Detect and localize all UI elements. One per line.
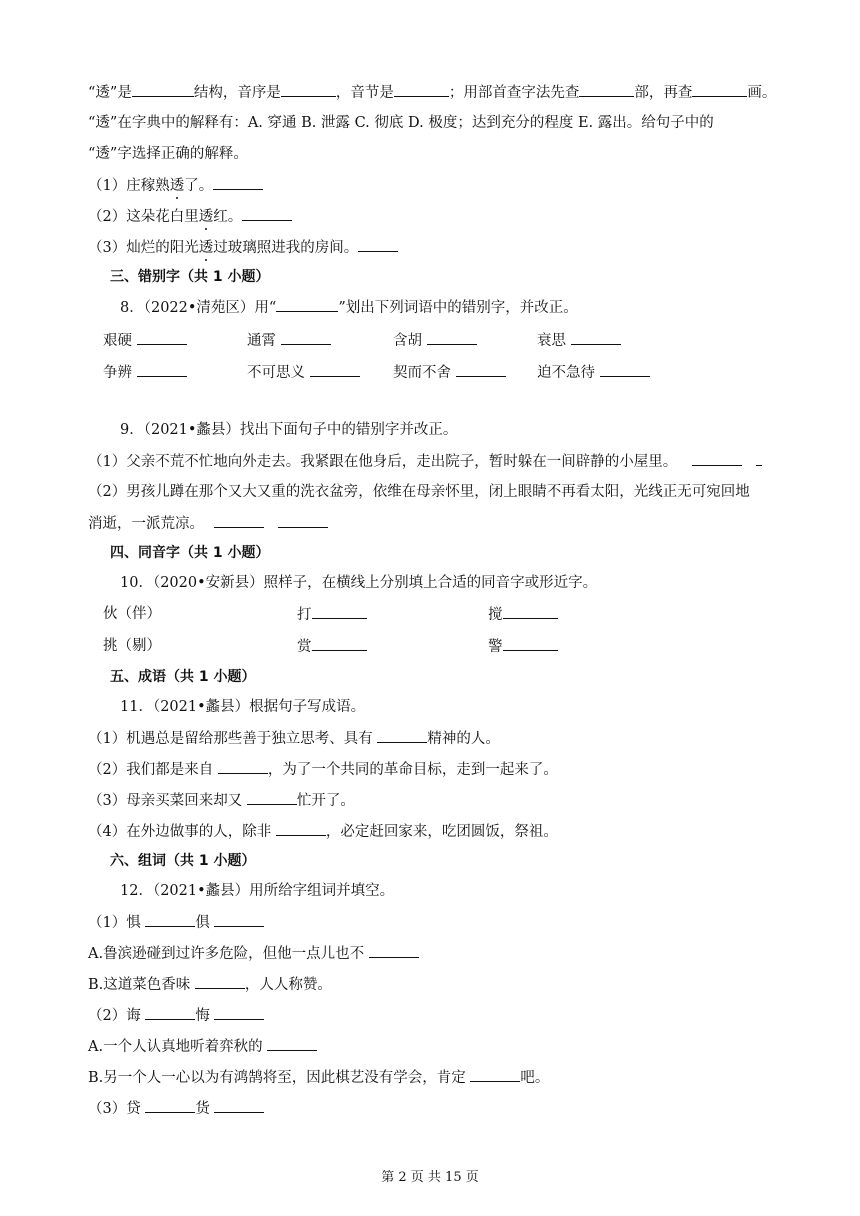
section-title: 五、成语（共 1 小题） bbox=[110, 669, 256, 685]
answer-blank[interactable] bbox=[213, 175, 263, 190]
sentence: 消逝，一派荒凉。 bbox=[88, 513, 328, 534]
answer-blank[interactable] bbox=[145, 1098, 195, 1113]
section-title: 六、组词（共 1 小题） bbox=[110, 853, 256, 869]
answer-blank[interactable] bbox=[600, 362, 650, 377]
word-item: 打 bbox=[297, 604, 367, 625]
line-structure: “透”是 结构，音序是 ，音节是 ；用部首查字法先查 部，再查 画。 bbox=[88, 82, 776, 103]
word-item: 通霄 bbox=[247, 330, 331, 351]
answer-blank[interactable] bbox=[281, 330, 331, 345]
answer-blank[interactable] bbox=[377, 728, 427, 743]
question-8-title: 8．（2022•清苑区）用“ ”划出下列词语中的错别字，并改正。 bbox=[120, 297, 578, 318]
section-title: 三、错别字（共 1 小题） bbox=[110, 269, 270, 285]
answer-blank[interactable] bbox=[503, 604, 558, 619]
question-10-title: 10．（2020•安新县）照样子，在横线上分别填上合适的同音字或形近字。 bbox=[120, 575, 598, 591]
answer-blank[interactable] bbox=[756, 451, 762, 466]
word-item: 搅 bbox=[488, 604, 558, 625]
answer-blank[interactable] bbox=[369, 943, 419, 958]
sentence: （4）在外边做事的人，除非 ，必定赶回家来，吃团圆饭，祭祖。 bbox=[88, 821, 558, 842]
answer-blank[interactable] bbox=[278, 513, 328, 528]
answer-blank[interactable] bbox=[470, 1067, 520, 1082]
answer-blank[interactable] bbox=[281, 82, 336, 97]
answer-blank[interactable] bbox=[358, 237, 398, 252]
word-item: 争辨 bbox=[103, 362, 187, 383]
answer-blank[interactable] bbox=[247, 790, 297, 805]
word-pair: （3）贷 货 bbox=[88, 1098, 264, 1119]
answer-blank[interactable] bbox=[132, 82, 194, 97]
example-word: 挑（剔） bbox=[103, 638, 161, 654]
sentence: （1）机遇总是留给那些善于独立思考、具有 精神的人。 bbox=[88, 728, 500, 749]
answer-blank[interactable] bbox=[218, 759, 268, 774]
answer-blank[interactable] bbox=[267, 1036, 317, 1051]
answer-blank[interactable] bbox=[312, 636, 367, 651]
word-item: 契而不舍 bbox=[393, 362, 506, 383]
question-11-title: 11．（2021•蠡县）根据句子写成语。 bbox=[120, 699, 366, 715]
word-item: 衰思 bbox=[537, 330, 621, 351]
answer-blank[interactable] bbox=[312, 604, 367, 619]
section-title: 四、同音字（共 1 小题） bbox=[110, 545, 270, 561]
sentence: A.一个人认真地听着弈秋的 bbox=[88, 1036, 317, 1057]
answer-blank[interactable] bbox=[571, 330, 621, 345]
answer-blank[interactable] bbox=[137, 362, 187, 377]
sub-question-3: （3）灿烂的阳光透过玻璃照进我的房间。 bbox=[88, 237, 398, 258]
word-pair: （1）惧 俱 bbox=[88, 912, 264, 933]
answer-blank[interactable] bbox=[276, 821, 326, 836]
page-number: 第 2 页 共 15 页 bbox=[381, 1170, 479, 1185]
sentence: （1）父亲不荒不忙地向外走去。我紧跟在他身后，走出院子，暂时躲在一间辟静的小屋里。 bbox=[88, 451, 762, 472]
answer-blank[interactable] bbox=[394, 82, 449, 97]
answer-blank[interactable] bbox=[242, 206, 292, 221]
question-9-title: 9．（2021•蠡县）找出下面句子中的错别字并改正。 bbox=[120, 422, 458, 438]
word-item: 不可思义 bbox=[247, 362, 360, 383]
answer-blank[interactable] bbox=[276, 297, 338, 312]
sentence: A.鲁滨逊碰到过许多危险，但他一点儿也不 bbox=[88, 943, 419, 964]
word-pair: （2）诲 悔 bbox=[88, 1005, 264, 1026]
sentence: （2）男孩儿蹲在那个又大又重的洗衣盆旁，依维在母亲怀里，闭上眼睛不再看太阳，光线正无可宛回地 bbox=[88, 484, 750, 500]
answer-blank[interactable] bbox=[579, 82, 634, 97]
definition-line: “透”在字典中的解释有：A. 穿通 B. 泄露 C. 彻底 D. 极度；达到充分的程度 E. 露出。给句子中的 bbox=[88, 115, 714, 131]
sentence: B.这道菜色香味 ，人人称赞。 bbox=[88, 974, 332, 995]
word-item: 迫不急待 bbox=[537, 362, 650, 383]
answer-blank[interactable] bbox=[427, 330, 477, 345]
word-item: 含胡 bbox=[393, 330, 477, 351]
word-item: 赏 bbox=[297, 636, 367, 657]
answer-blank[interactable] bbox=[214, 513, 264, 528]
answer-blank[interactable] bbox=[214, 912, 264, 927]
question-12-title: 12．（2021•蠡县）用所给字组词并填空。 bbox=[120, 883, 395, 899]
word-item: 艰硬 bbox=[103, 330, 187, 351]
sub-question-1: （1）庄稼熟透了。 bbox=[88, 175, 263, 196]
instruction-line: “透”字选择正确的解释。 bbox=[88, 146, 248, 162]
sub-question-2: （2）这朵花白里透红。 bbox=[88, 206, 292, 227]
sentence: B.另一个人一心以为有鸿鹄将至，因此棋艺没有学会，肯定 吧。 bbox=[88, 1067, 549, 1088]
sentence: （2）我们都是来自 ，为了一个共同的革命目标，走到一起来了。 bbox=[88, 759, 558, 780]
answer-blank[interactable] bbox=[692, 451, 742, 466]
word-item: 警 bbox=[488, 636, 558, 657]
answer-blank[interactable] bbox=[214, 1098, 264, 1113]
answer-blank[interactable] bbox=[310, 362, 360, 377]
sentence: （3）母亲买菜回来却又 忙开了。 bbox=[88, 790, 355, 811]
answer-blank[interactable] bbox=[145, 912, 195, 927]
example-word: 伙（伴） bbox=[103, 606, 161, 622]
answer-blank[interactable] bbox=[692, 82, 747, 97]
answer-blank[interactable] bbox=[214, 1005, 264, 1020]
answer-blank[interactable] bbox=[456, 362, 506, 377]
answer-blank[interactable] bbox=[145, 1005, 195, 1020]
answer-blank[interactable] bbox=[503, 636, 558, 651]
answer-blank[interactable] bbox=[195, 974, 245, 989]
answer-blank[interactable] bbox=[137, 330, 187, 345]
